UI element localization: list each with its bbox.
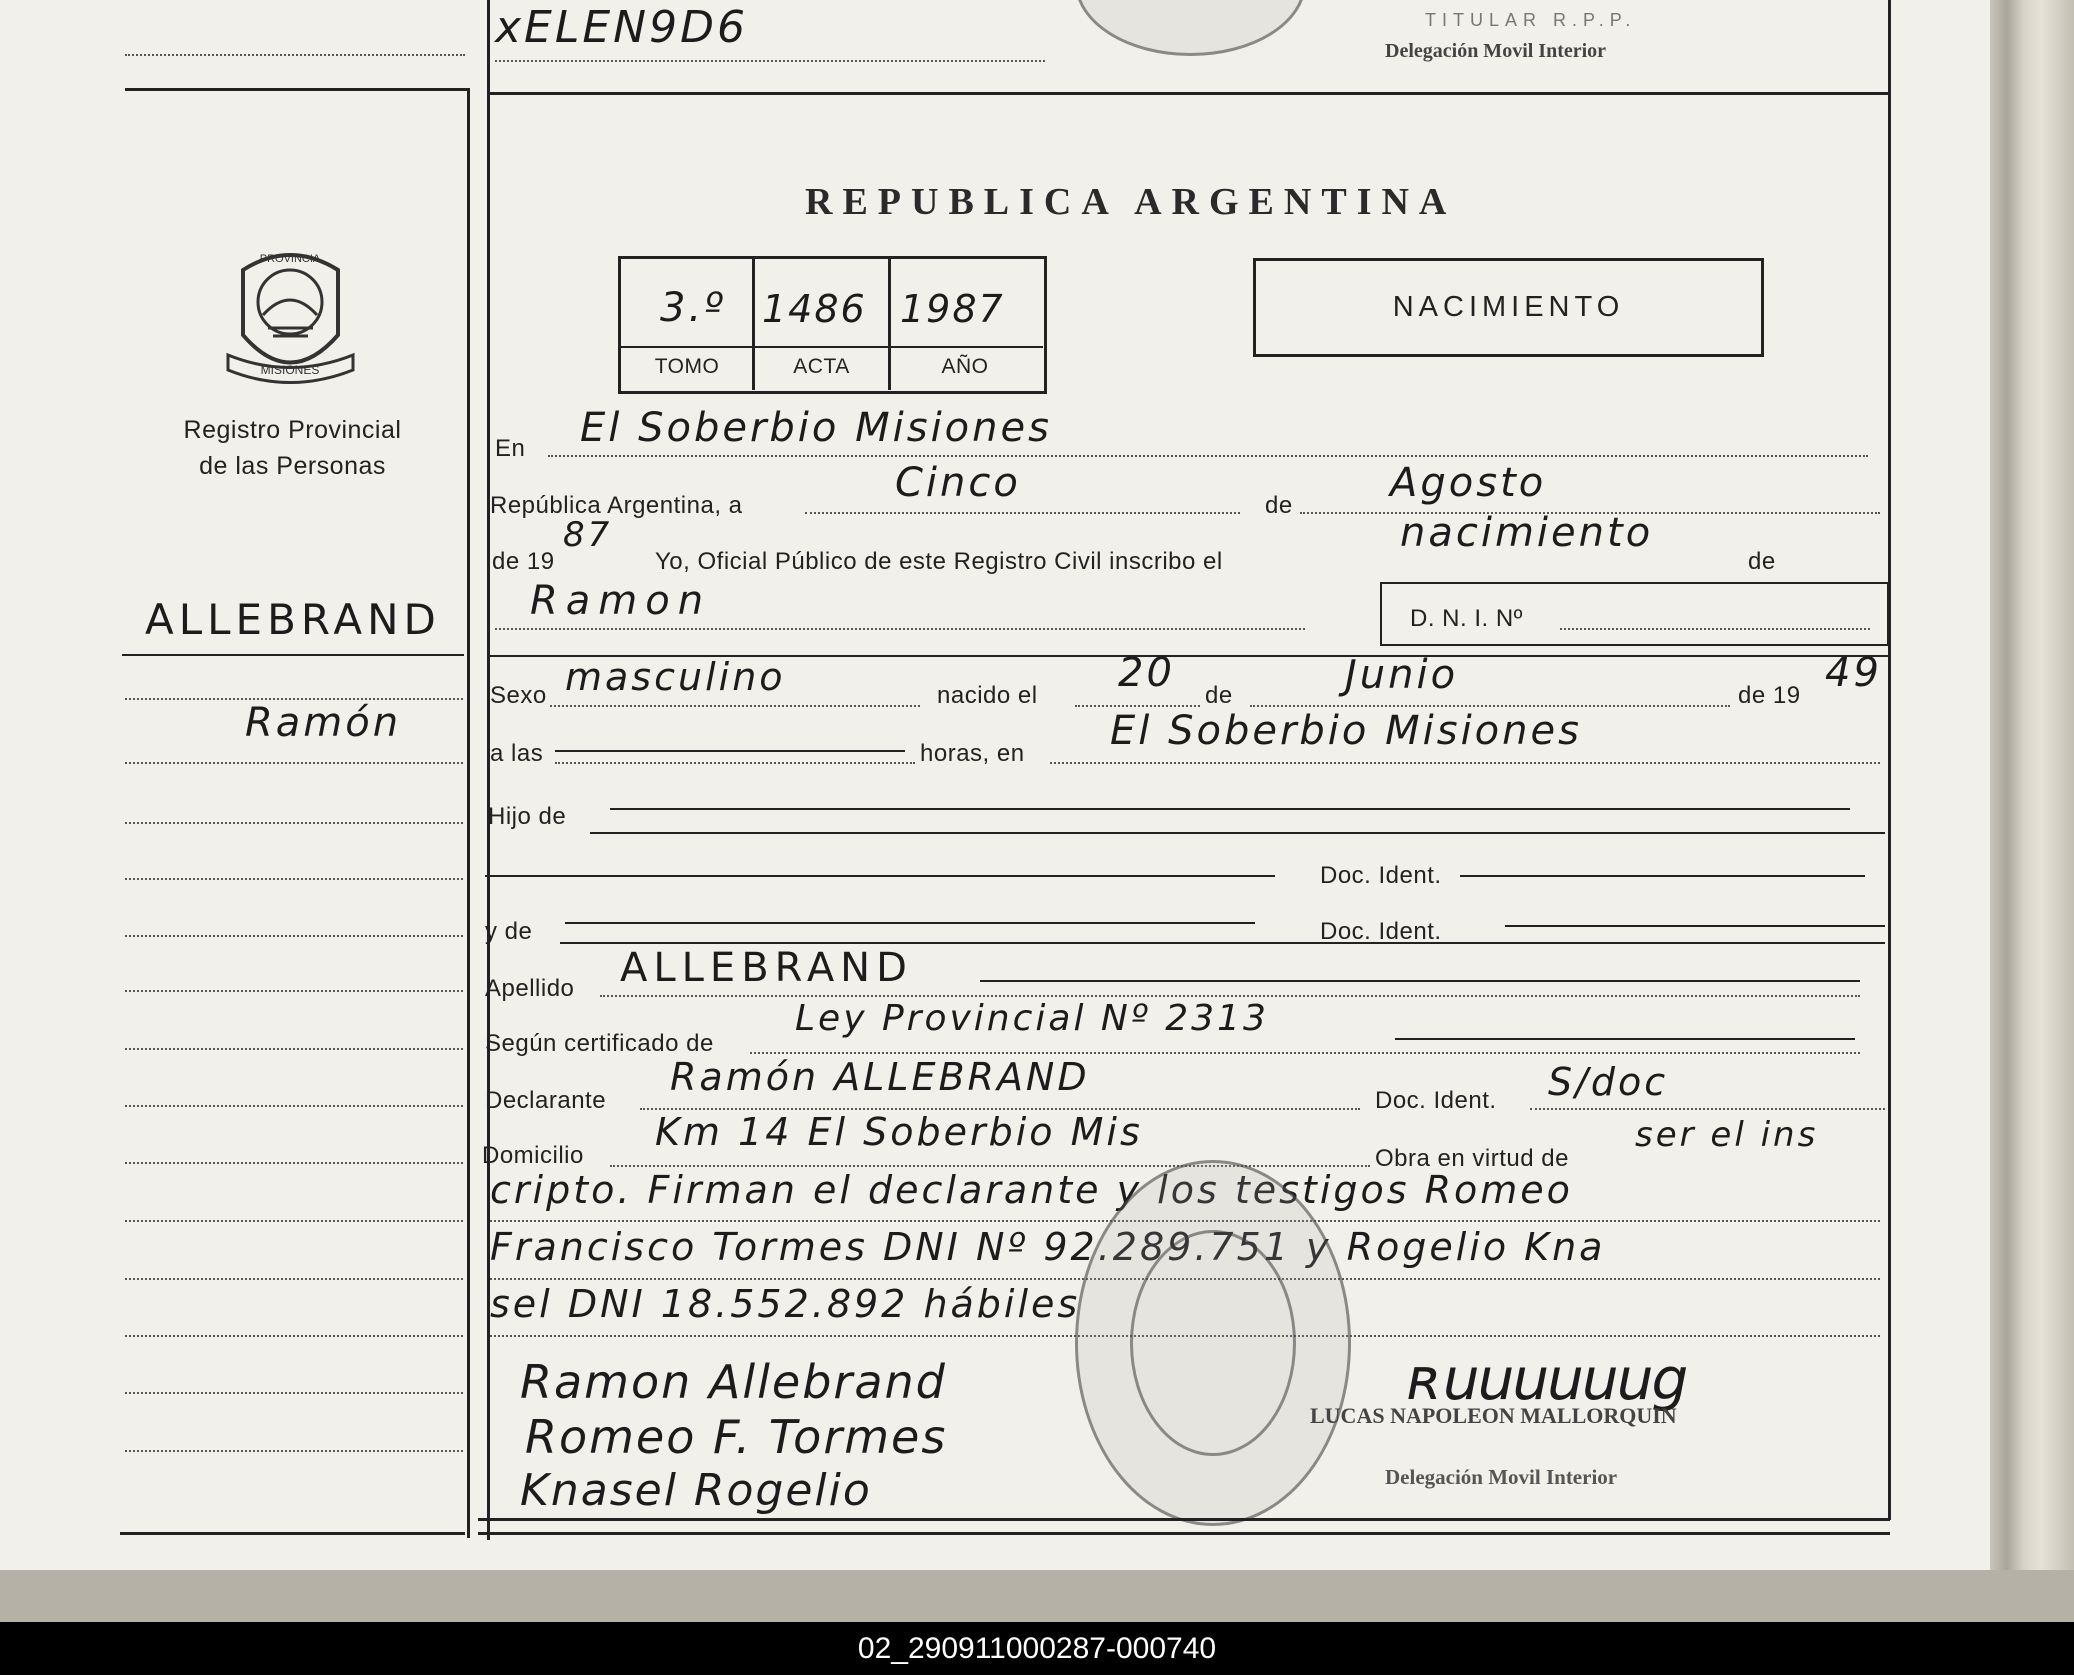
yde-stroke-2 (560, 942, 1885, 944)
sidebar-given-name: Ramón (245, 700, 402, 746)
docident-label: Doc. Ident. (1320, 862, 1442, 889)
sidebar-dotted-6 (125, 990, 463, 992)
image-id-footer: 02_290911000287-000740 (0, 1622, 2074, 1675)
sidebar-top-rule (125, 88, 467, 91)
registry-line-1: Registro Provincial (183, 416, 402, 444)
de-label: de (1265, 492, 1293, 519)
sidebar-dotted-12 (125, 1335, 463, 1337)
sidebar-dotted-9 (125, 1162, 463, 1164)
docident2-stroke (1505, 925, 1885, 927)
official-name: LUCAS NAPOLEON MALLORQUIN (1310, 1403, 1677, 1428)
provincial-seal (223, 240, 358, 390)
dni-label: D. N. I. Nº (1410, 605, 1523, 632)
document-title: REPUBLICA ARGENTINA (805, 181, 1457, 223)
sidebar-dotted-2 (125, 762, 463, 764)
delegacion-top-text: Delegación Movil Interior (1385, 40, 1607, 62)
sidebar-dotted-3 (125, 822, 463, 824)
sexo-label: Sexo (490, 682, 547, 709)
sidebar-dotted-5 (125, 935, 463, 937)
domicilio-value: Km 14 El Soberbio Mis (655, 1110, 1143, 1154)
birth-day-dotted (1075, 705, 1200, 707)
top-dotted-line (495, 60, 1045, 62)
segun-label: Según certificado de (485, 1030, 714, 1057)
form-right-border (1888, 0, 1891, 1520)
day-dotted-line (805, 512, 1240, 514)
domicilio-label: Domicilio (482, 1142, 584, 1169)
domicilio-dotted-line (610, 1165, 1370, 1167)
sidebar-surname: ALLEBRAND (145, 595, 441, 644)
docident-label-3: Doc. Ident. (1375, 1087, 1497, 1114)
page-bottom-shadow (0, 1570, 2074, 1622)
republica-label: República Argentina, a (490, 492, 743, 519)
en-label: En (495, 435, 526, 462)
declarante-label: Declarante (485, 1087, 607, 1114)
alas-dotted-line (555, 762, 915, 764)
year-value: 87 (563, 515, 613, 555)
birth-place-dotted (1050, 762, 1880, 764)
signature-witness-2: Knasel Rogelio (520, 1465, 872, 1516)
month-value: Agosto (1390, 460, 1547, 506)
signature-declarante: Ramon Allebrand (520, 1355, 947, 1409)
sidebar-dotted-11 (125, 1278, 463, 1280)
act-value: nacimiento (1400, 510, 1654, 556)
docident-stroke (1460, 875, 1865, 877)
de-label-2: de (1748, 548, 1776, 575)
form-bottom-rule-2 (478, 1532, 1890, 1535)
book-page-edge (1990, 0, 2074, 1570)
name-dotted-line (495, 628, 1305, 630)
declarante-doc: S/doc (1548, 1060, 1669, 1104)
de19-label: de 19 (1738, 682, 1801, 709)
tomo-value: 3.º (660, 285, 727, 331)
signature-witness-1: Romeo F. Tormes (525, 1410, 948, 1464)
sexo-dotted-line (550, 705, 920, 707)
top-handwriting: xELEN9D6 (495, 2, 748, 53)
registry-name (150, 412, 435, 484)
year-prefix: de 19 (492, 548, 555, 575)
record-box-rule (620, 346, 1043, 348)
apellido-value: ALLEBRAND (620, 945, 913, 991)
name-value: Ramon (530, 578, 712, 624)
sidebar-dotted-7 (125, 1048, 463, 1050)
birth-place: El Soberbio Misiones (1110, 708, 1582, 754)
acta-value: 1486 (762, 287, 867, 331)
alas-stroke (555, 750, 905, 752)
hijo-label: Hijo de (488, 803, 567, 830)
notes-line-2: Francisco Tormes DNI Nº 92.289.751 y Rogelio Kna (490, 1225, 1606, 1269)
seal-top-text: PROVINCIA (259, 253, 321, 265)
segun-stroke (1395, 1038, 1855, 1040)
docident-label-2: Doc. Ident. (1320, 918, 1442, 945)
bottom-stamp-inner (1130, 1230, 1296, 1456)
sidebar-dotted-4 (125, 878, 463, 880)
record-type-box (1253, 258, 1764, 357)
dni-dotted-line (1560, 628, 1870, 630)
sidebar-dotted-10 (125, 1220, 463, 1222)
sidebar-dotted-14 (125, 1450, 463, 1452)
de-label-3: de (1205, 682, 1233, 709)
hijo-stroke (610, 808, 1850, 810)
sexo-value: masculino (565, 655, 786, 699)
seal-bottom-text: MISIONES (260, 363, 320, 377)
hijo-stroke-2 (590, 832, 1885, 834)
birth-month-dotted (1250, 705, 1730, 707)
top-circular-stamp (1075, 0, 1306, 56)
official-signature: ʀuuuuuug (1410, 1345, 1687, 1413)
birth-day: 20 (1118, 650, 1175, 696)
sidebar-dotted-13 (125, 1392, 463, 1394)
nacido-label: nacido el (937, 682, 1038, 709)
yde-label: y de (485, 918, 533, 945)
alas-label: a las (490, 740, 544, 767)
en-value: El Soberbio Misiones (580, 405, 1052, 451)
sidebar-top-dotted-line (125, 54, 465, 56)
record-type: NACIMIENTO (1392, 291, 1625, 323)
segun-dotted-line (750, 1052, 1860, 1054)
anio-label: AÑO (941, 355, 989, 378)
apellido-label: Apellido (485, 975, 575, 1002)
day-value: Cinco (895, 460, 1021, 506)
en-dotted-line (548, 455, 1868, 457)
titular-stamp-text: TITULAR R.P.P. (1425, 10, 1637, 30)
declarante-value: Ramón ALLEBRAND (670, 1055, 1090, 1099)
hijo-stroke-3 (485, 875, 1275, 877)
delegacion-bottom-text: Delegación Movil Interior (1385, 1465, 1618, 1489)
anio-value: 1987 (900, 287, 1005, 331)
declarante-doc-dotted (1530, 1108, 1885, 1110)
yde-stroke (565, 922, 1255, 924)
notes-line-3: sel DNI 18.552.892 hábiles (490, 1282, 1081, 1326)
apellido-stroke (980, 980, 1860, 982)
obra-value: ser el ins (1635, 1115, 1819, 1155)
form-bottom-rule (478, 1518, 1890, 1521)
sidebar-divider (467, 88, 470, 1538)
sidebar-dotted-8 (125, 1105, 463, 1107)
apellido-dotted-line (600, 995, 1860, 997)
notes-line-1: cripto. Firman el declarante y los testigos Romeo (490, 1168, 1573, 1212)
obra-label: Obra en virtud de (1375, 1145, 1569, 1172)
acta-label: ACTA (793, 355, 850, 378)
registry-line-2: de las Personas (199, 452, 386, 480)
horas-label: horas, en (920, 740, 1025, 767)
oficial-text: Yo, Oficial Público de este Registro Civil inscribo el (655, 548, 1223, 575)
birth-month: Junio (1345, 652, 1459, 698)
sidebar-surname-line (122, 654, 464, 656)
segun-value: Ley Provincial Nº 2313 (795, 998, 1269, 1039)
birth-year: 49 (1825, 650, 1882, 696)
top-rule (490, 92, 1890, 95)
sidebar-bottom-rule (120, 1532, 465, 1535)
tomo-label: TOMO (654, 355, 720, 378)
